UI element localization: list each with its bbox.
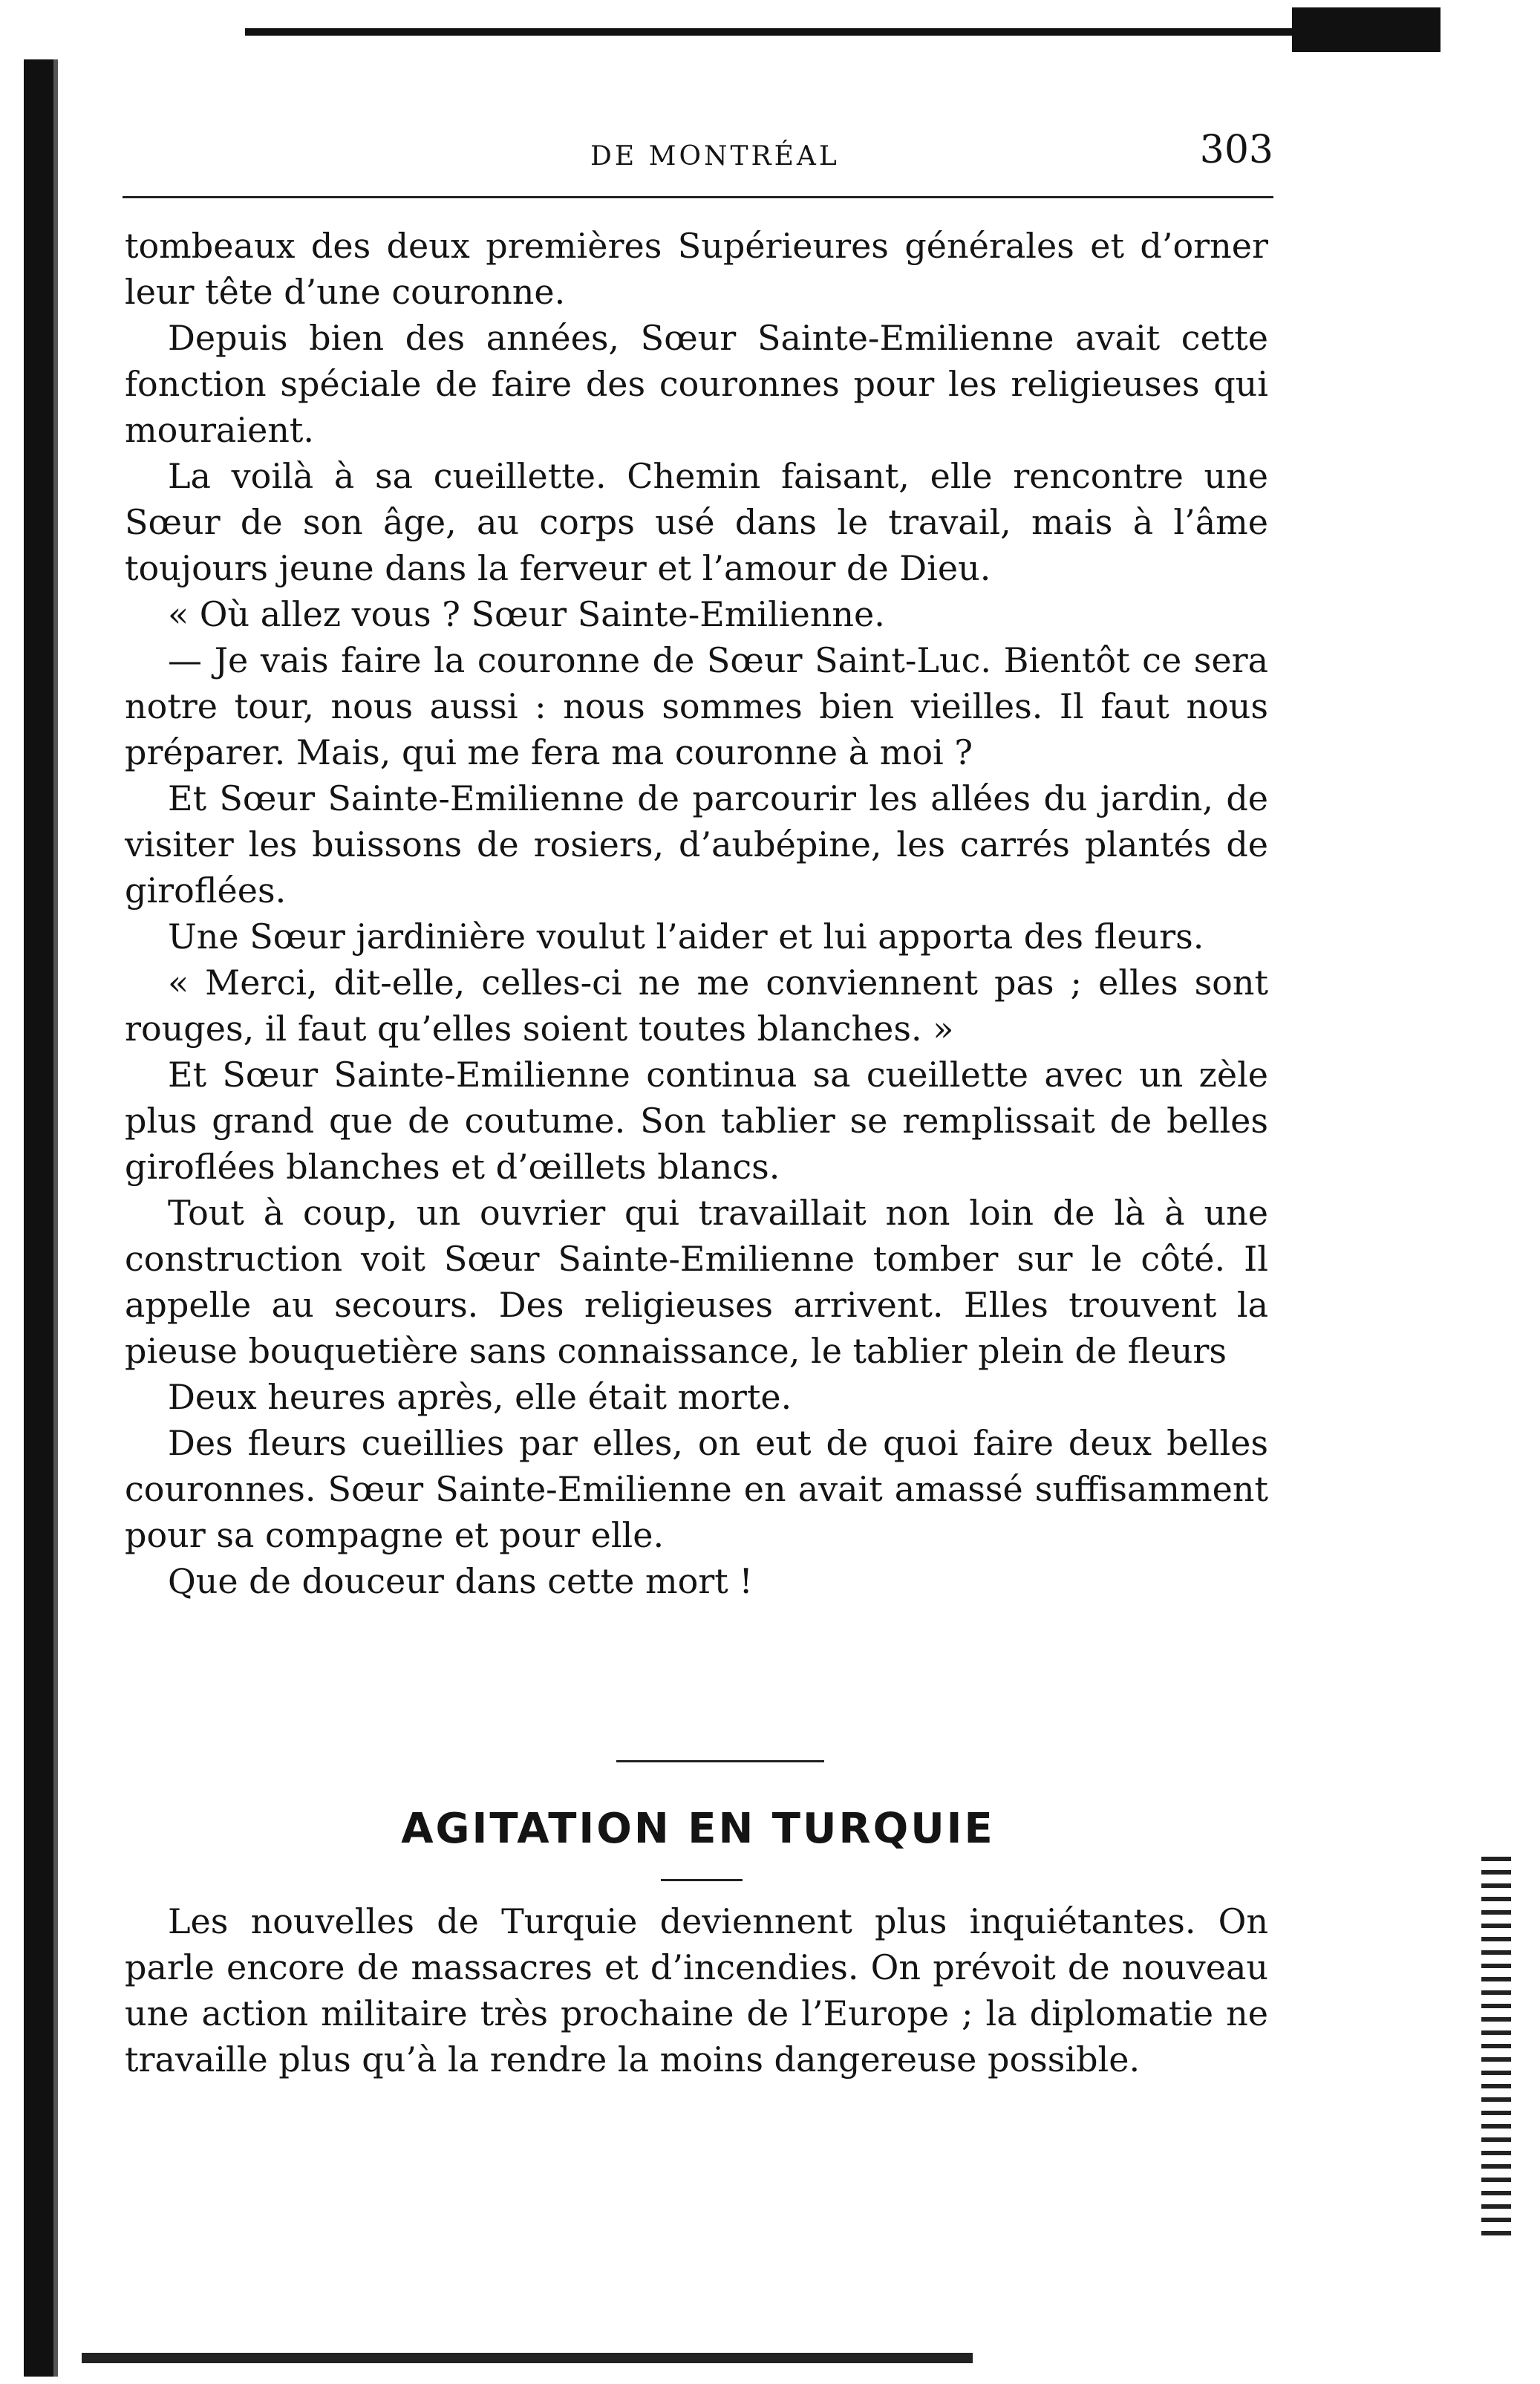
paragraph: « Où allez vous ? Sœur Sainte-Emilienne. [168, 594, 885, 634]
page-header [123, 128, 1273, 180]
paragraph: Tout à coup, un ouvrier qui travaillait non loin de là à une construction voit Sœur Sainte-Emilienne tomber sur le côté. Il appelle au secours. Des religieuses arrivent. Elles trouvent la pieuse bouquetière sans connaissance, le tablier plein de fleurs [125, 1193, 1268, 1371]
paragraph: Et Sœur Sainte-Emilienne continua sa cueillette avec un zèle plus grand que de coutume. Son tablier se remplissait de belles giroflées blanches et d’œillets blancs. [125, 1055, 1268, 1187]
paragraph: Les nouvelles de Turquie deviennent plus inquiétantes. On parle encore de massacres et d’incendies. On prévoit de nouveau une action militaire très prochaine de l’Europe ; la diplomatie ne travaille plus qu’à la rendre la moins dangereuse possible. [125, 1901, 1268, 2080]
running-head: DE MONTRÉAL [590, 141, 840, 172]
scan-bottom-edge [82, 2353, 973, 2363]
title-underline [661, 1879, 743, 1881]
scan-top-edge [245, 28, 1441, 36]
page-number: 303 [1199, 128, 1273, 172]
body-text [125, 223, 1268, 1604]
section-body [125, 1898, 1268, 2082]
header-rule [123, 196, 1273, 198]
paragraph: Une Sœur jardinière voulut l’aider et lui apporta des fleurs. [168, 916, 1204, 957]
paragraph: La voilà à sa cueillette. Chemin faisant, elle rencontre une Sœur de son âge, au corps usé dans le travail, mais à l’âme toujours jeune dans la ferveur et l’amour de Dieu. [125, 456, 1268, 588]
paragraph: Des fleurs cueillies par elles, on eut de quoi faire deux belles couronnes. Sœur Sainte-Emilienne en avait amassé suffisamment pour sa compagne et pour elle. [125, 1423, 1268, 1555]
paragraph: « Merci, dit-elle, celles-ci ne me conviennent pas ; elles sont rouges, il faut qu’elles soient toutes blanches. » [125, 963, 1268, 1049]
paragraph: Depuis bien des années, Sœur Sainte-Emilienne avait cette fonction spéciale de faire des couronnes pour les religieuses qui mouraient. [125, 318, 1268, 450]
scan-corner-artifact [1292, 7, 1441, 52]
paragraph: Et Sœur Sainte-Emilienne de parcourir les allées du jardin, de visiter les buissons de rosiers, d’aubépine, les carrés plantés de giroflées. [125, 778, 1268, 911]
scan-left-edge [24, 59, 53, 2377]
paragraph: Que de douceur dans cette mort ! [168, 1561, 753, 1601]
section-title: AGITATION EN TURQUIE [401, 1805, 995, 1853]
scan-left-edge-shadow [53, 59, 58, 2377]
paragraph: tombeaux des deux premières Supérieures générales et d’orner leur tête d’une couronne. [125, 226, 1268, 312]
section-separator [616, 1760, 824, 1762]
scan-right-specks [1481, 1857, 1511, 2243]
paragraph: — Je vais faire la couronne de Sœur Saint-Luc. Bientôt ce sera notre tour, nous aussi : nous sommes bien vieilles. Il faut nous préparer. Mais, qui me fera ma couronne à moi ? [125, 640, 1268, 772]
paragraph: Deux heures après, elle était morte. [168, 1377, 792, 1417]
